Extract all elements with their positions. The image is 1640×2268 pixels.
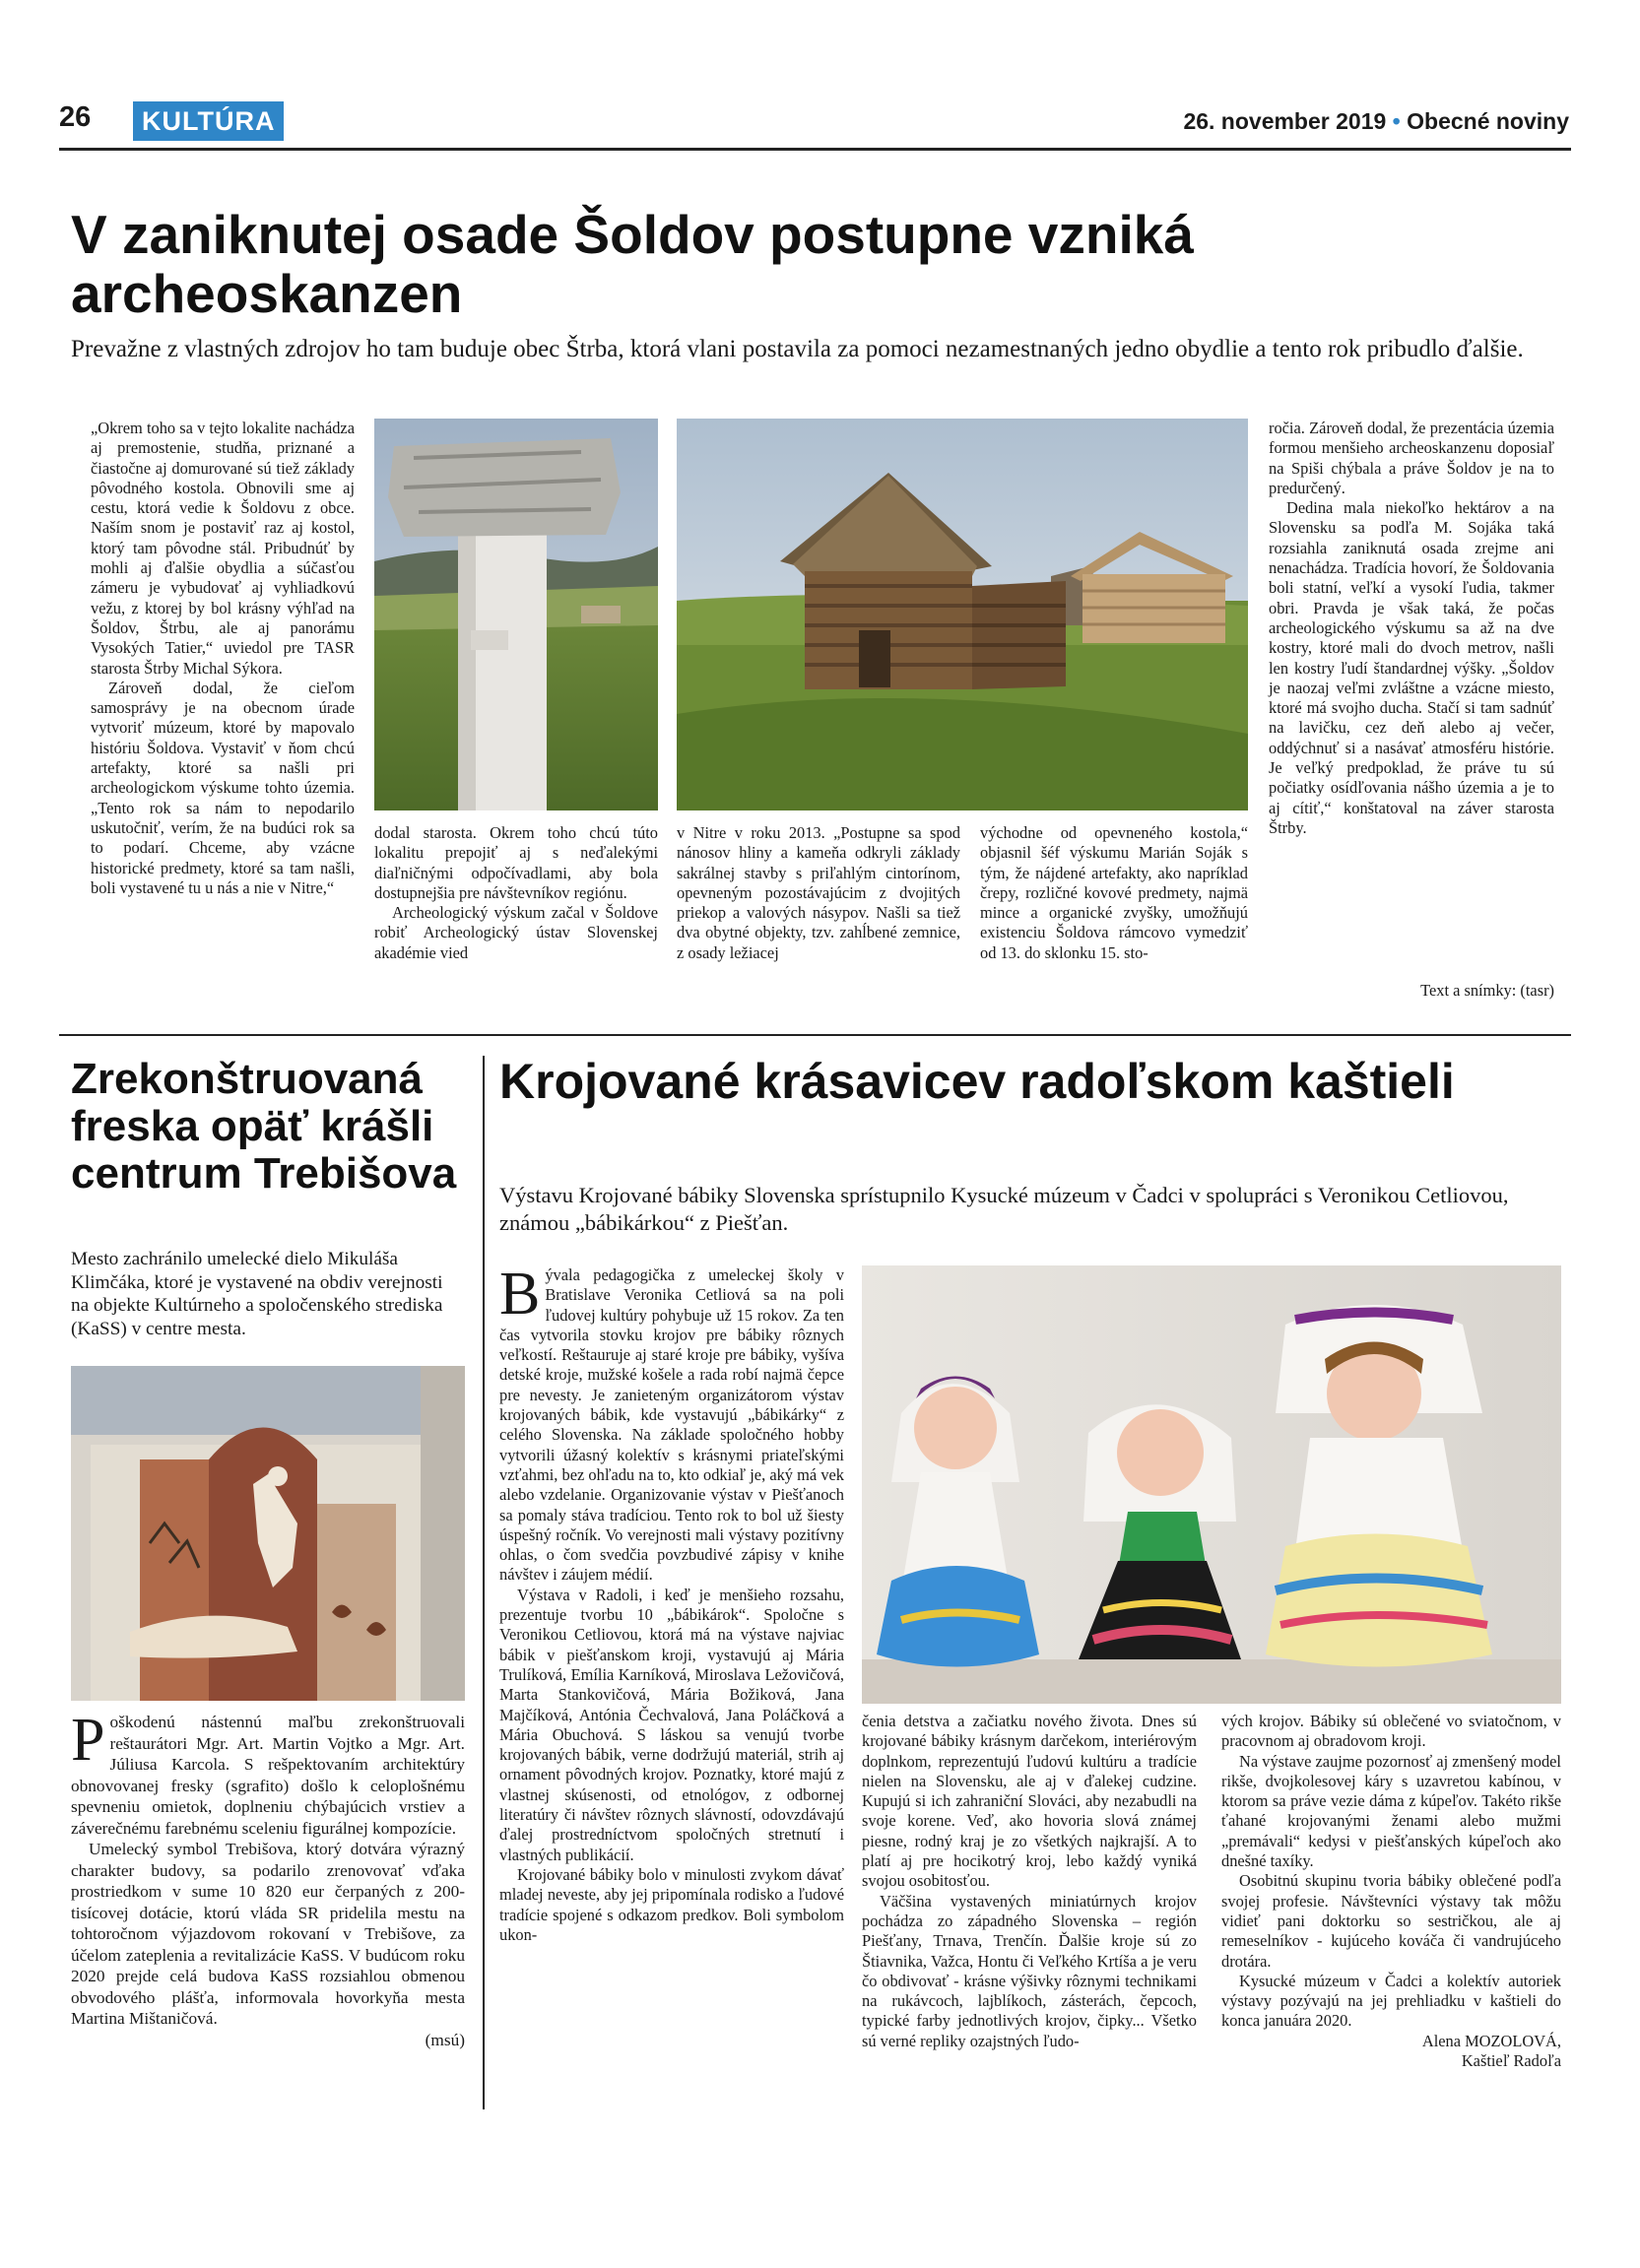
article1-paragraph: Dedina mala niekoľko hektárov a na Slovensku sa podľa M. Sojáka taká rozsiahla zaniknutá osada zrejme ani nenachádza. Tradícia hovorí, že Šoldovania boli statní, veľkí a vysokí ľudia, takmer obri. Pravda je však taká, že počas archeologického výskumu sa až na dve kostry, ktoré mali do dvoch metrov, našli len kostry ľudí štandardnej výšky. „Šoldov je naozaj veľmi zvláštne a vzácne miesto, ktoré má svojho ducha. Stačí si tam sadnúť na lavičku, cez deň alebo aj večer, oddýchnuť si a nasávať atmosféru histórie. Je veľký predpoklad, že práve tu sú počiatky osídľovania nášho územia a je to aj cítiť,“ konštatoval na záver starosta Štrby.	[1269, 498, 1554, 837]
page-number: 26	[59, 101, 92, 133]
dateline	[1183, 108, 1569, 135]
issue-date: 26. november 2019	[1183, 108, 1387, 134]
wooden-houses-photo	[677, 419, 1248, 810]
article1-column-2	[374, 823, 658, 963]
article3-paragraph: Kysucké múzeum v Čadci a kolektív autoriek výstavy pozývajú na jej prehliadku v kaštieli do konca januára 2020.	[1221, 1971, 1561, 2031]
article1-credit: Text a snímky: (tasr)	[1420, 981, 1554, 1000]
article2-lead: Mesto zachránilo umelecké dielo Mikuláša Klimčáka, ktoré je vystavené na obdiv verejnosti na objekte Kultúrneho a spoločenského strediska (KaSS) v centre mesta.	[71, 1249, 443, 1339]
article3-paragraph: Väčšina vystavených miniatúrnych krojov pochádza zo západného Slovenska – región Piešťany, Trnava, Trenčín. Ďalšie kroje sú zo Štiavnika, Važca, Hontu či Veľkého Krtíša a je veru čo obdivovať - krásne výšivky rôznymi technikami na rukávcoch, lajblíkoch, zásterách, čepcoch, typické farby jednotlivých krojov, čipky... Všetko sú verné repliky ozajstných ľudo-	[862, 1891, 1197, 2050]
article1-paragraph: v Nitre v roku 2013. „Postupne sa spod nánosov hliny a kameňa odkryli základy sakrálnej stavby s priľahlým cintorínom, opevneným pozostávajúcim z dvojitých priekop a valových násypov. Našli sa tiež dva obytné objekty, tzv. zahĺbené zemnice, z osady ležiacej	[677, 823, 960, 962]
dateline-separator: •	[1392, 108, 1401, 134]
article2-dropcap: P	[71, 1707, 105, 1774]
article3-paragraph: vých krojov. Bábiky sú oblečené vo sviatočnom, v pracovnom aj obradovom kroji.	[1221, 1712, 1561, 1751]
monument-photo	[374, 419, 658, 810]
article3-column-1	[499, 1261, 844, 1945]
article3-column-2	[862, 1712, 1197, 2051]
article3-paragraph: Výstava v Radoli, i keď je menšieho rozsahu, prezentuje tvorbu 10 „bábikárok“. Spoločne s Veronikou Cetliovou, ktorá má na výstave najviac bábik v piešťanskom kroji, vystavujú aj Mária Trulíková, Emília Karníková, Miroslava Ležovičová, Marta Stankovičová, Mária Božiková, Jana Majčíková, Antónia Čechvalová, Jana Poláčková a Mária Obuchová. S láskou sa venujú tvorbe krojovaných bábik, verne dodržujú materiál, strih aj ornament pôvodných krojov. Poznatky, ktoré majú z vlastnej skúsenosti, od etnológov, z odbornej literatúry či návštev rôznych slávností, odovzdávajú ďalej prostredníctvom spoločných stretnutí i vlastných publikácií.	[499, 1585, 844, 1864]
article3-dropcap: B	[499, 1261, 541, 1328]
article2-title: Zrekonštruovaná freska opäť krášli centrum Trebišova	[71, 1055, 457, 1198]
article3-column-3	[1221, 1712, 1561, 2071]
article3-paragraph: Na výstave zaujme pozornosť aj zmenšený model rikše, dvojkolesovej káry s uzavretou kabínou, v ktorom sa práve vezie dáma z kúpeľov. Takéto rikše ťahané krojovanými ženami alebo mužmi „premávali“ kedysi v piešťanských kúpeľoch ako dnešné taxíky.	[1221, 1751, 1561, 1871]
section-divider	[59, 1034, 1571, 1036]
article1-paragraph: východne od opevneného kostola,“ objasnil šéf výskumu Marián Soják s tým, že nájdené artefakty, ako napríklad črepy, rozličné kovové predmety, najmä mince a organické zvyšky, umožňujú existenciu Šoldova rámcovo vymedziť od 13. do sklonku 15. sto-	[980, 823, 1248, 962]
article2-paragraph: Umelecký symbol Trebišova, ktorý dotvára výrazný charakter budovy, sa podarilo zrenovovať vďaka prostriedkom v sume 10 820 eur čerpaných z 200-tisícovej dotácie, ktorú vláda SR pridelila mestu na tohtoročnom výjazdovom rokovaní v Trebišove, za účelom zateplenia a revitalizácie KaSS. V budúcom roku 2020 prejde celá budova KaSS rozsiahlou obmenou obvodového plášťa, informovala hovorkyňa mesta Martina Mištaničová.	[71, 1840, 465, 2028]
article2-paragraph: oškodenú nástennú maľbu zrekonštruovali reštaurátori Mgr. Art. Martin Vojtko a Mgr. Art. Júliusa Karcola. S rešpektovaním architektúry obnovovanej fresky (sgrafito) došlo k celoplošnému spevneniu omietok, doplneniu chýbajúcich vrstiev a záverečnému farebnému sceleniu figurálnej kompozície.	[71, 1713, 465, 1838]
article1-paragraph: Zároveň dodal, že cieľom samosprávy je na obecnom úrade vytvoriť múzeum, ktoré by mapovalo históriu Šoldova. Vystaviť v ňom chcú artefakty, ktoré sa našli pri archeologickom výskume tohto územia. „Tento rok sa nám to nepodarilo uskutočniť, verím, že na budúci rok sa to podarí. Chceme, aby vzácne historické predmety, ktoré sa tam našli, boli vystavené tu u nás a nie v Nitre,“	[91, 678, 355, 897]
article1-paragraph: dodal starosta. Okrem toho chcú túto lokalitu prepojiť aj s neďalekými diaľničnými odpočívadlami, aby bola dostupnejšia pre návštevníkov regiónu.	[374, 823, 658, 902]
publication-name: Obecné noviny	[1407, 108, 1569, 134]
article1-column-3	[677, 823, 960, 963]
article1-column-4	[980, 823, 1248, 963]
article1-lead: Prevažne z vlastných zdrojov ho tam buduje obec Štrba, ktorá vlani postavila za pomoci nezamestnaných jedno obydlie a tento rok pribudlo ďalšie.	[71, 336, 1524, 362]
article1-column-1	[91, 419, 355, 898]
article3-author: Alena MOZOLOVÁ,	[1421, 2031, 1561, 2050]
article2-credit: (msú)	[425, 2030, 465, 2049]
article3-author-place: Kaštieľ Radoľa	[1461, 2051, 1561, 2071]
article1-title: V zaniknutej osade Šoldov postupne vzniká archeoskanzen	[71, 204, 1194, 324]
article2-body	[71, 1707, 465, 2050]
article1-paragraph: „Okrem toho sa v tejto lokalite nachádza aj premostenie, studňa, priznané a čiastočne aj domurované sú tiež základy pôvodného kostola. Obnovili sme aj cestu, ktorá vedie k Šoldovu z obce. Naším snom je postaviť raz aj kostol, ktorý tam pôvodne stál. Pribudnúť by mohli aj ďalšie obydlia a súčasťou zámeru je vybudovať aj vyhliadkovú vežu, z ktorej by bol krásny výhľad na Šoldov, Štrbu, ale aj panorámu Vysokých Tatier,“ uviedol pre TASR starosta Štrby Michal Sýkora.	[91, 419, 355, 678]
article3-paragraph: Osobitnú skupinu tvoria bábiky oblečené podľa svojej profesie. Návštevníci výstavy tak môžu vidieť pani doktorku so sestričkou, ale aj remeselníkov - kujúceho kováča či vandrujúceho drotára.	[1221, 1871, 1561, 1971]
article3-paragraph: ývala pedagogička z umeleckej školy v Bratislave Veronika Cetliová sa na poli ľudovej kultúry pohybuje už 15 rokov. Za ten čas vytvorila stovku krojov pre bábiky rôznych veľkostí. Reštauruje aj staré kroje pre bábiky, vyšíva detské kroje, mužské košele a rada robí najmä čepce pre nevesty. Je zanieteným organizátorom výstav krojovaných bábik, kde vystavujú „bábikárky“ z celého Slovenska. Na základe spoločného hobby vytvorili úžasný kolektív s krásnymi priateľskými vzťahmi, bez ohľadu na to, kto odkiaľ je, aký má vek alebo vzdelanie. Organizovanie výstav v Piešťanoch sa pomaly stáva tradíciou. Tento rok to bol už šiesty úspešný ročník. Vo verejnosti mali výstavy pozitívny ohlas, o čom svedčia povzbudivé zápisy v knihe návštev i záujem médií.	[499, 1265, 844, 1585]
article3-paragraph: Krojované bábiky bolo v minulosti zvykom dávať mladej neveste, aby jej pripomínala rodisko a ľudové tradície spojené s odkazom predkov. Boli symbolom ukon-	[499, 1864, 844, 1944]
fresco-photo	[71, 1366, 465, 1701]
dolls-photo	[862, 1265, 1561, 1704]
article3-lead: Výstavu Krojované bábiky Slovenska sprístupnilo Kysucké múzeum v Čadci v spolupráci s Veronikou Cetliovou, známou „bábikárkou“ z Piešťan.	[499, 1183, 1509, 1235]
header-rule	[59, 148, 1571, 151]
article3-title: Krojované krásavicev radoľskom kaštieli	[499, 1054, 1455, 1109]
article1-column-5	[1269, 419, 1554, 838]
column-divider	[483, 1056, 485, 2109]
section-label: KULTÚRA	[133, 101, 284, 141]
article1-paragraph: Archeologický výskum začal v Šoldove robiť Archeologický ústav Slovenskej akadémie vied	[374, 903, 658, 962]
article3-paragraph: čenia detstva a začiatku nového života. Dnes sú krojované bábiky krásnym darčekom, interiérovým doplnkom, reprezentujú ľudovú kultúru a tradície nielen na Slovensku, ale aj v ďalekej cudzine. Kupujú si ich zahraniční Slováci, aby nezabudli na svoje korene. Veď, ako hovoria slová známej piesne, rodný kraj je zo všetkých najkrajší. A to platí aj pre hocikotrý kroj, lebo každý vyniká svojou osobitosťou.	[862, 1712, 1197, 1891]
article1-paragraph: ročia. Zároveň dodal, že prezentácia územia formou menšieho archeoskanzenu doposiaľ na Spiši chýbala a práve Šoldov je na to predurčený.	[1269, 419, 1554, 497]
